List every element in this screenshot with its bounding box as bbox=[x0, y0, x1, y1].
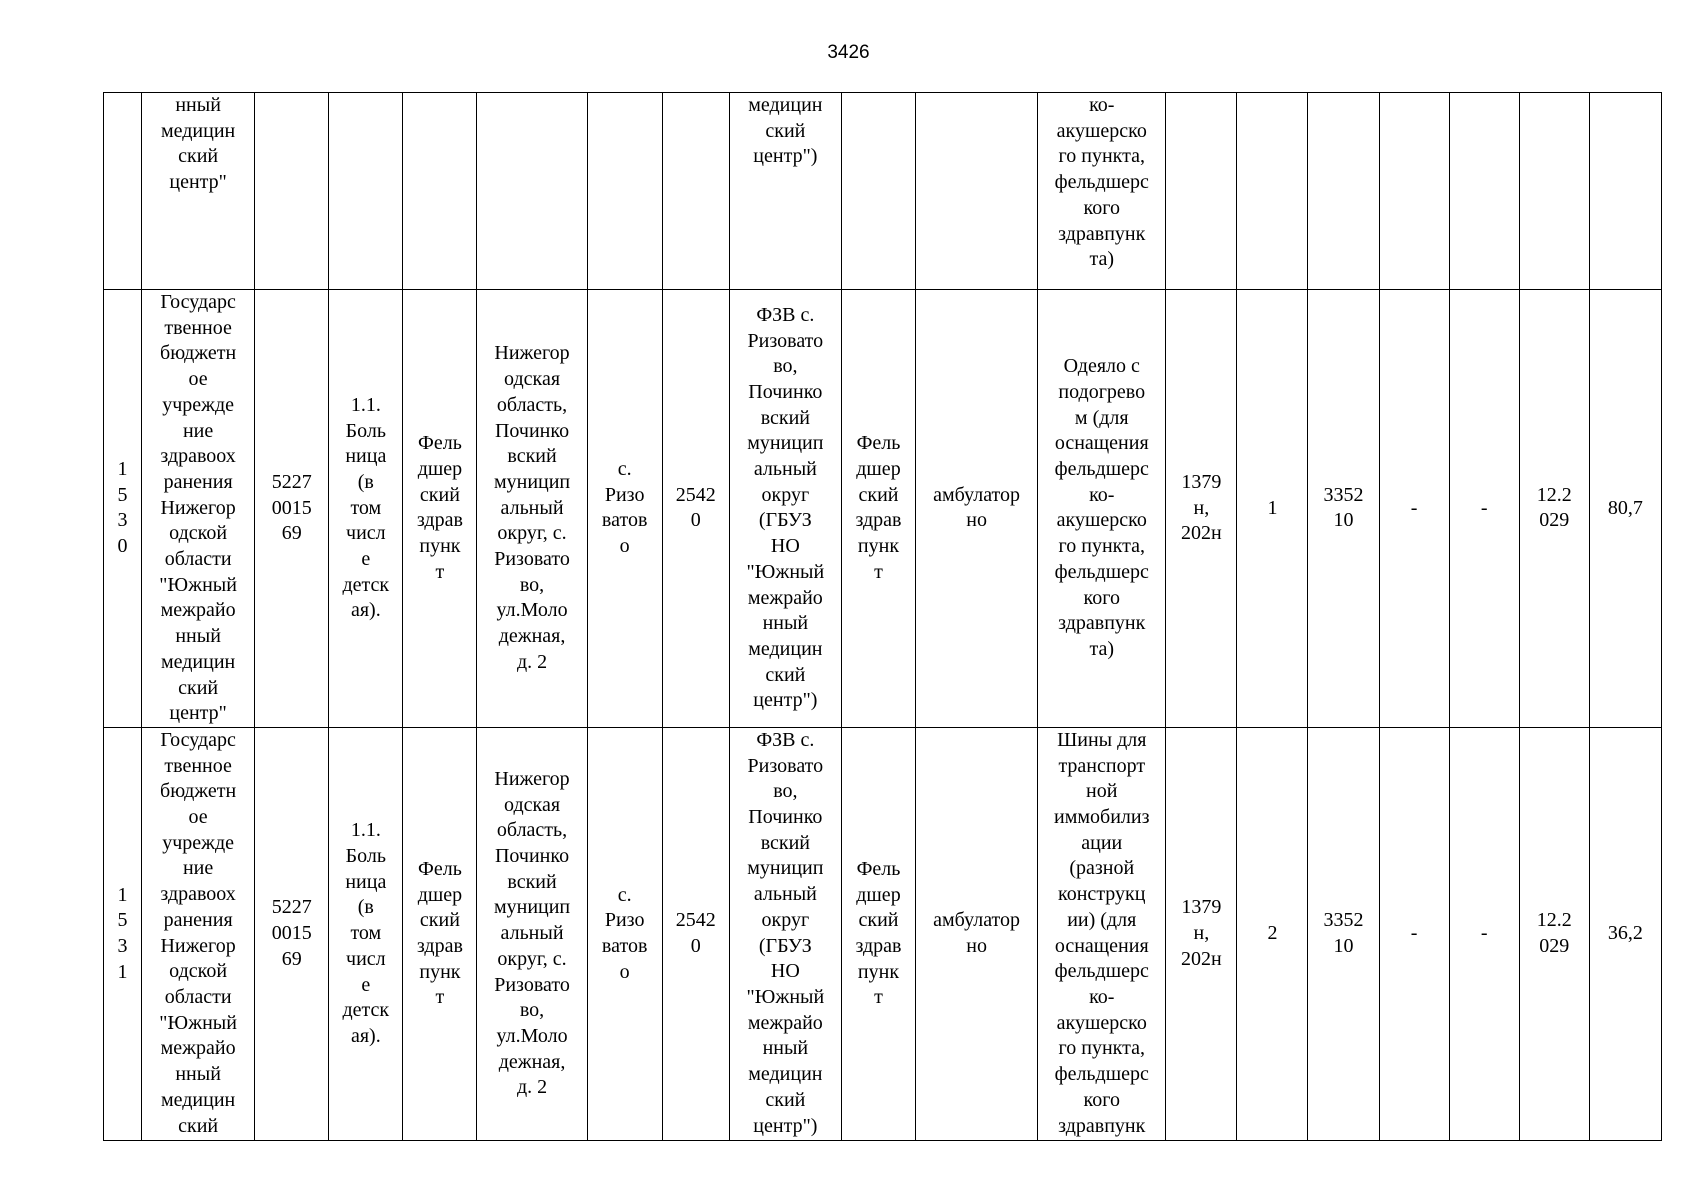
cell-text: ФЗВ с. Ризовато во, Починко вский муницип альный округ (ГБУЗ НО "Южный межрайо нный медицин ский центр") bbox=[746, 303, 825, 712]
table-cell bbox=[587, 93, 662, 290]
table-cell bbox=[587, 290, 662, 728]
table-cell bbox=[329, 727, 403, 1140]
table-cell bbox=[142, 290, 255, 728]
cell-text: 36,2 bbox=[1607, 922, 1643, 945]
table-cell bbox=[403, 290, 477, 728]
table-cell bbox=[104, 290, 142, 728]
table-cell bbox=[1519, 290, 1589, 728]
table-cell bbox=[841, 93, 915, 290]
cell-text: 3352 10 bbox=[1323, 909, 1364, 957]
cell-text: 1 5 3 0 bbox=[117, 458, 128, 558]
table-cell bbox=[1519, 727, 1589, 1140]
table-cell bbox=[329, 93, 403, 290]
table-cell bbox=[1038, 290, 1166, 728]
cell-text: 12.2 029 bbox=[1536, 909, 1572, 957]
table-cell bbox=[1449, 727, 1519, 1140]
table-cell bbox=[1589, 727, 1661, 1140]
table-cell bbox=[1237, 727, 1308, 1140]
cell-text: амбулатор но bbox=[933, 909, 1021, 957]
table-cell bbox=[1308, 727, 1379, 1140]
cell-text: с. Ризо ватов о bbox=[601, 458, 648, 558]
document-table bbox=[103, 92, 1662, 1141]
table-cell bbox=[1379, 727, 1449, 1140]
table-cell bbox=[1166, 727, 1237, 1140]
table-cell bbox=[662, 93, 729, 290]
cell-text: Нижегор одская область, Починко вский муницип альный округ, с. Ризовато во, ул.Моло дежная, д. 2 bbox=[493, 767, 571, 1099]
cell-text: ФЗВ с. Ризовато во, Починко вский муницип альный округ (ГБУЗ НО "Южный межрайо нный медицин ский центр") bbox=[746, 728, 825, 1137]
cell-text: медицин ский центр") bbox=[748, 94, 823, 168]
cell-text: Одеяло с подогрево м (для оснащения фельдшерс ко- акушерско го пункта, фельдшерс кого здравпунк та) bbox=[1054, 355, 1149, 660]
table-cell bbox=[1237, 93, 1308, 290]
table-cell bbox=[1379, 93, 1449, 290]
table-cell bbox=[104, 93, 142, 290]
cell-text: Шины для транспорт ной иммобилиз ации (разной конструкц ии) (для оснащения фельдшерс ко- акушерско го пункта, фельдшерс кого здравпунк bbox=[1054, 728, 1150, 1137]
table-cell bbox=[662, 727, 729, 1140]
cell-text: 1379 н, 202н bbox=[1181, 470, 1222, 545]
cell-text: ко- акушерско го пункта, фельдшерс кого здравпунк та) bbox=[1054, 94, 1149, 271]
table-cell bbox=[477, 727, 587, 1140]
table-cell bbox=[729, 93, 841, 290]
table-cell bbox=[104, 727, 142, 1140]
table-cell bbox=[1038, 727, 1166, 1140]
cell-text: 2542 0 bbox=[675, 909, 716, 957]
cell-text: - bbox=[1410, 496, 1418, 519]
table-cell bbox=[1308, 93, 1379, 290]
cell-text: 1 bbox=[1267, 496, 1278, 519]
table-cell bbox=[1589, 93, 1661, 290]
page-number: 3426 bbox=[827, 42, 870, 63]
cell-text: Фель дшер ский здрав пунк т bbox=[855, 432, 902, 583]
cell-text: - bbox=[1480, 922, 1488, 945]
table-cell bbox=[916, 290, 1038, 728]
table-cell bbox=[1449, 93, 1519, 290]
cell-text: 1.1. Боль ница (в том числ е детск ая). bbox=[342, 393, 390, 622]
cell-text: 1.1. Боль ница (в том числ е детск ая). bbox=[342, 819, 390, 1047]
cell-text: 3352 10 bbox=[1323, 483, 1364, 532]
table-row bbox=[104, 93, 1662, 290]
table-cell bbox=[916, 93, 1038, 290]
cell-text: 1379 н, 202н bbox=[1181, 896, 1222, 970]
cell-text: с. Ризо ватов о bbox=[601, 883, 648, 983]
table-cell bbox=[1237, 290, 1308, 728]
cell-text: 2542 0 bbox=[675, 483, 716, 532]
table-cell bbox=[1589, 290, 1661, 728]
table-cell bbox=[255, 290, 329, 728]
table-cell bbox=[662, 290, 729, 728]
cell-text: Нижегор одская область, Починко вский муницип альный округ, с. Ризовато во, ул.Моло дежная, д. 2 bbox=[493, 342, 571, 673]
table-row bbox=[104, 290, 1662, 728]
cell-text: 80,7 bbox=[1607, 496, 1643, 519]
cell-text: 5227 0015 69 bbox=[271, 896, 312, 970]
cell-text: амбулатор но bbox=[933, 483, 1021, 532]
cell-text: 2 bbox=[1267, 922, 1278, 945]
cell-text: 12.2 029 bbox=[1536, 483, 1572, 532]
table-cell bbox=[841, 290, 915, 728]
table-cell bbox=[1379, 290, 1449, 728]
cell-text: нный медицин ский центр" bbox=[160, 94, 236, 194]
cell-text: Фель дшер ский здрав пунк т bbox=[855, 857, 902, 1009]
table-cell bbox=[255, 93, 329, 290]
cell-text: - bbox=[1410, 922, 1418, 945]
table-cell bbox=[142, 727, 255, 1140]
table-cell bbox=[1449, 290, 1519, 728]
cell-text: Государс твенное бюджетн ое учрежде ние здравоох ранения Нижегор одской области "Южный межрайо нный медицин ский bbox=[159, 728, 237, 1137]
table-cell bbox=[329, 290, 403, 728]
cell-text: 5227 0015 69 bbox=[271, 470, 312, 545]
table-cell bbox=[477, 290, 587, 728]
table-cell bbox=[729, 727, 841, 1140]
table-cell bbox=[255, 727, 329, 1140]
table-cell bbox=[916, 727, 1038, 1140]
table-cell bbox=[729, 290, 841, 728]
table-cell bbox=[587, 727, 662, 1140]
cell-text: Государс твенное бюджетн ое учрежде ние здравоох ранения Нижегор одской области "Южный межрайо нный медицин ский центр" bbox=[159, 291, 237, 725]
table-cell bbox=[841, 727, 915, 1140]
table-cell bbox=[1308, 290, 1379, 728]
cell-text: Фель дшер ский здрав пунк т bbox=[416, 857, 463, 1009]
cell-text: Фель дшер ский здрав пунк т bbox=[416, 432, 463, 583]
table-cell bbox=[1166, 93, 1237, 290]
table-cell bbox=[1519, 93, 1589, 290]
table-cell bbox=[477, 93, 587, 290]
table-cell bbox=[403, 727, 477, 1140]
table-cell bbox=[1038, 93, 1166, 290]
cell-text: 1 5 3 1 bbox=[117, 883, 128, 983]
table-cell bbox=[403, 93, 477, 290]
table-row bbox=[104, 727, 1662, 1140]
table-cell bbox=[142, 93, 255, 290]
cell-text: - bbox=[1480, 496, 1488, 519]
table-cell bbox=[1166, 290, 1237, 728]
